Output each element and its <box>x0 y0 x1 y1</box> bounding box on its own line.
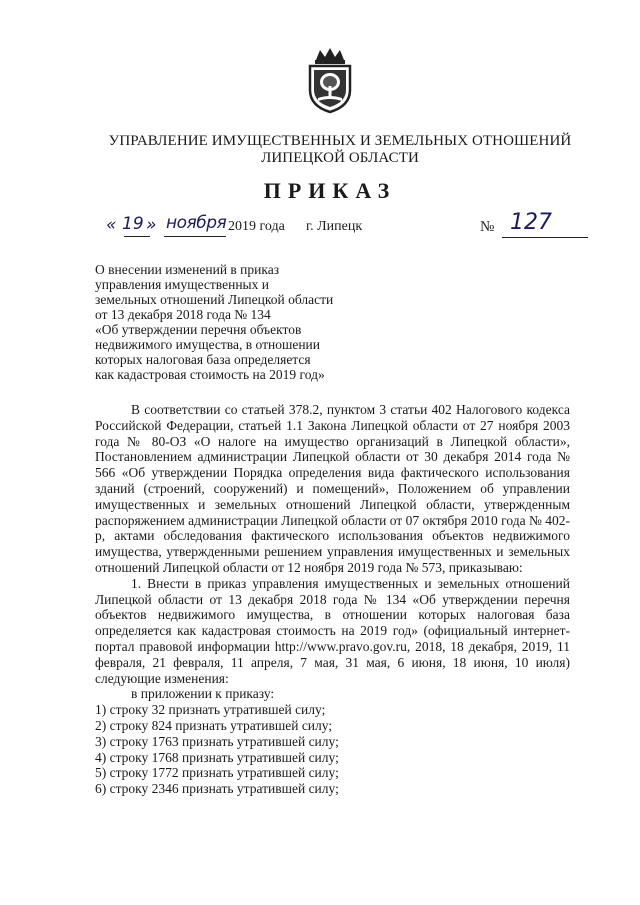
date-open-quote: « <box>106 215 117 235</box>
day-underline <box>124 236 150 237</box>
appendix-intro: в приложении к приказу: <box>131 686 275 702</box>
list-item: 6) строку 2346 признать утратившей силу; <box>95 781 339 797</box>
date-day: 19 <box>122 214 144 234</box>
list-item: 5) строку 1772 признать утратившей силу; <box>95 765 339 781</box>
item-1-paragraph: 1. Внести в приказ управления имущественных и земельных отношений Липецкой области от 13 декабря 2018 года № 134 «Об утверждении перечня объектов недвижимого имущества, в отношении которых налоговая база определяется как кадастровая стоимость на 2019 год» (официальный интернет-портал правовой информации http://www.pravo.gov.ru, 2018, 18 декабря, 2019, 11 февраля, 21 февраля, 11 апреля, 7 мая, 31 мая, 6 июня, 18 июня, 10 июля) следующие изменения: <box>95 575 570 686</box>
date-month: ноября <box>166 213 227 233</box>
city: г. Липецк <box>306 219 363 234</box>
agency-name-line1: УПРАВЛЕНИЕ ИМУЩЕСТВЕННЫХ И ЗЕМЕЛЬНЫХ ОТНОШЕНИЙ <box>108 133 572 149</box>
agency-name <box>100 133 580 167</box>
changes-list <box>95 702 570 797</box>
order-body <box>95 402 570 797</box>
coat-of-arms-icon <box>300 46 360 114</box>
list-item: 4) строку 1768 признать утратившей силу; <box>95 749 339 765</box>
dateline <box>80 210 600 246</box>
list-item: 2) строку 824 признать утратившей силу; <box>95 717 333 733</box>
agency-name-line2: ЛИПЕЦКОЙ ОБЛАСТИ <box>261 150 419 166</box>
document-title: ПРИКАЗ <box>263 178 397 203</box>
list-item: 3) строку 1763 признать утратившей силу; <box>95 733 339 749</box>
order-subject: О внесении изменений в приказ управления имущественных и земельных отношений Липецкой области от 13 декабря 2018 года № 134 «Об утверждении перечня объектов недвижимого имущества, в отношении которых налоговая база определяется как кадастровая стоимость на 2019 год» <box>95 262 334 382</box>
list-item: 1) строку 32 признать утратившей силу; <box>95 702 326 718</box>
number-underline <box>502 237 588 238</box>
month-underline <box>164 236 226 237</box>
preamble-paragraph: В соответствии со статьей 378.2, пунктом 3 статьи 402 Налогового кодекса Российской Федерации, статьей 1.1 Закона Липецкой области от 27 ноября 2003 года № 80-ОЗ «О налоге на имущество организаций в Липецкой области», Постановлением администрации Липецкой области от 30 декабря 2014 года № 566 «Об утверждении Порядка определения вида фактического использования зданий (строений, сооружений) и помещений», Положением об управлении имущественных и земельных отношений Липецкой области, утвержденным распоряжением администрации Липецкой области от 07 октября 2010 года № 402-р, актами обследования фактического использования объектов недвижимого имущества, утвержденными решением управления имущественных и земельных отношений Липецкой области от 12 ноября 2019 года № 573, приказываю: <box>95 402 570 575</box>
date-year: 2019 года <box>228 219 285 234</box>
number-sign: № <box>480 219 495 235</box>
order-number: 127 <box>510 210 552 235</box>
date-close-quote: » <box>146 215 157 235</box>
